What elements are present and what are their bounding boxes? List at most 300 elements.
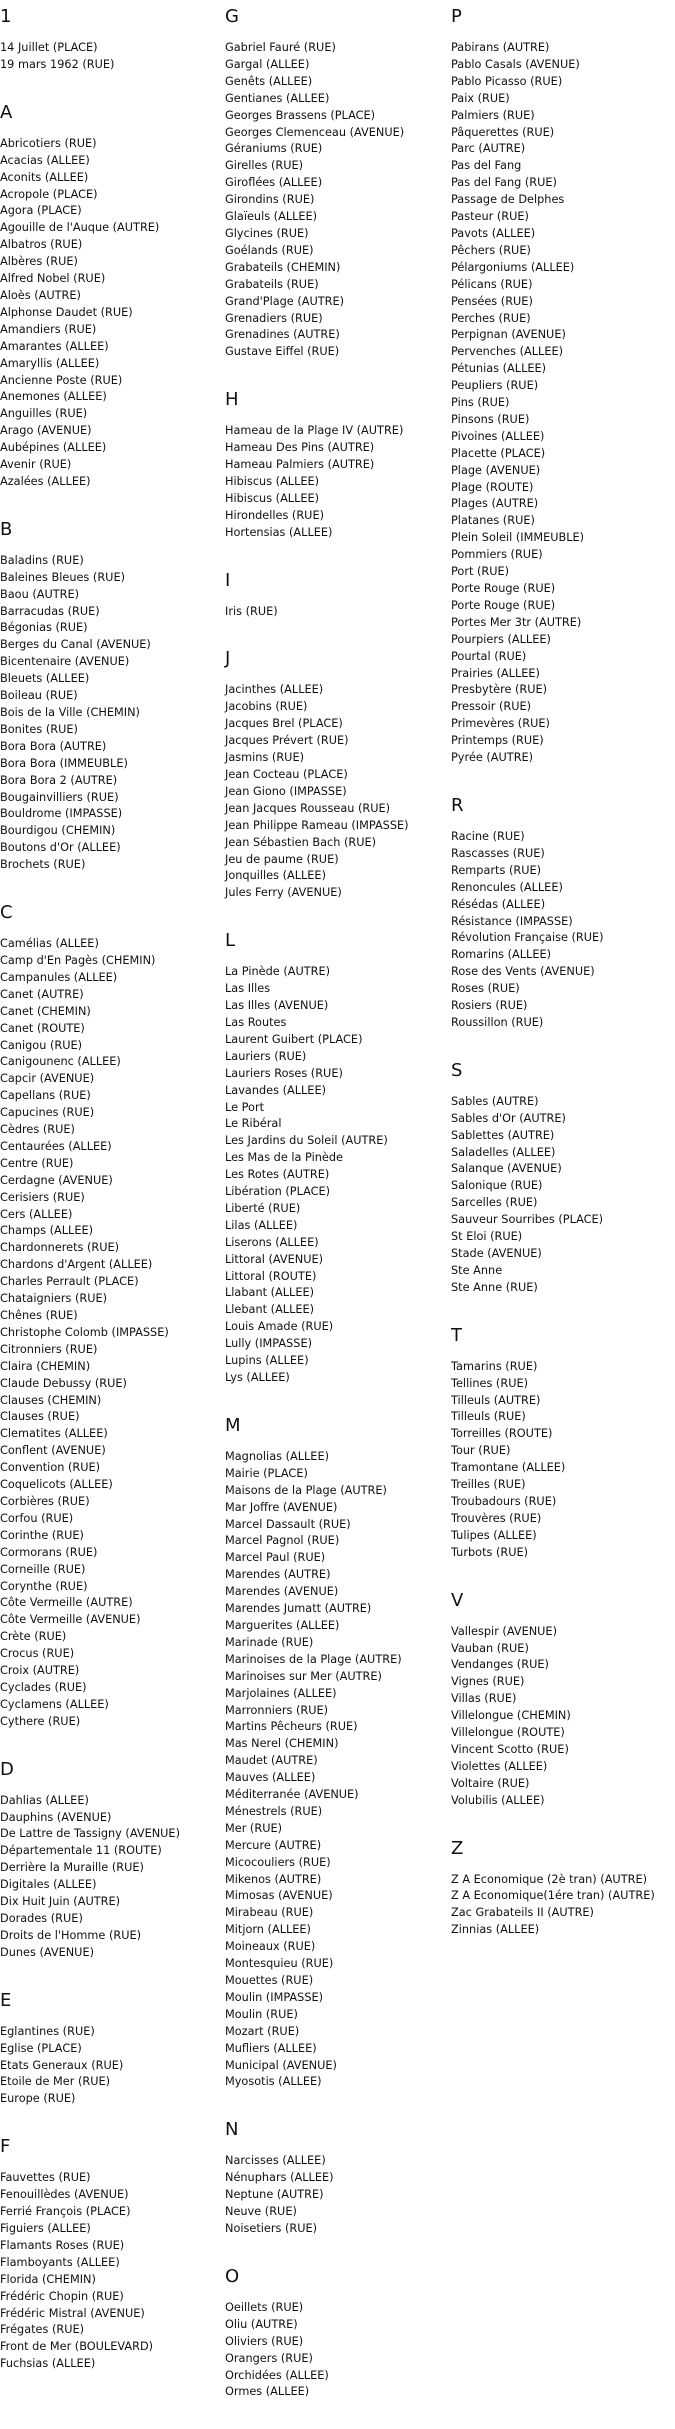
street-entry: Aloès (AUTRE) — [0, 288, 81, 302]
street-entry: Le Port — [225, 1100, 265, 1114]
street-entry: Hibiscus (ALLEE) — [225, 474, 320, 488]
street-entry: Vignes (RUE) — [451, 1675, 525, 1689]
street-entry: Tour (RUE) — [451, 1444, 511, 1458]
street-entry: Chardons d'Argent (ALLEE) — [0, 1258, 153, 1272]
street-entry: Grabateils (CHEMIN) — [225, 260, 341, 274]
street-entry: Figuiers (ALLEE) — [0, 2221, 91, 2235]
street-entry: Anemones (ALLEE) — [0, 390, 107, 404]
street-entry: Flamboyants (ALLEE) — [0, 2255, 120, 2269]
street-entry: Salonique (RUE) — [451, 1179, 543, 1193]
street-entry: Jules Ferry (AVENUE) — [225, 886, 342, 900]
street-entry: Capucines (RUE) — [0, 1106, 95, 1120]
street-entry: Parc (AUTRE) — [451, 142, 526, 156]
street-entry: Jonquilles (ALLEE) — [225, 869, 326, 883]
street-entry: Presbytère (RUE) — [451, 683, 548, 697]
column-2 — [225, 6, 447, 2429]
street-entry: Chataigniers (RUE) — [0, 1292, 108, 1306]
street-entry: Marguerites (ALLEE) — [225, 1618, 340, 1632]
street-entry: Platanes (RUE) — [451, 514, 535, 528]
street-entry: Ste Anne (RUE) — [451, 1280, 538, 1294]
street-entry: Georges Brassens (PLACE) — [225, 108, 376, 122]
street-entry: Frédéric Mistral (AVENUE) — [0, 2306, 145, 2320]
street-entry: Jean Giono (IMPASSE) — [225, 784, 347, 798]
street-entry: Primevères (RUE) — [451, 717, 550, 731]
street-entry: Claude Debussy (RUE) — [0, 1376, 127, 1390]
street-entry: Corfou (RUE) — [0, 1511, 74, 1525]
street-entry: Bégonias (RUE) — [0, 621, 88, 635]
street-entry: Dorades (RUE) — [0, 1912, 83, 1925]
street-entry: Stade (AVENUE) — [451, 1247, 542, 1260]
street-entry: Pablo Casals (AVENUE) — [451, 57, 580, 71]
street-entry: Dauphins (AVENUE) — [0, 1810, 112, 1824]
street-entry: Baladins (RUE) — [0, 553, 84, 567]
street-entry: Montesquieu (RUE) — [225, 1957, 334, 1971]
street-entry: Grenadines (AUTRE) — [225, 328, 340, 342]
street-entry: Bora Bora (AUTRE) — [0, 739, 107, 753]
street-entry: Pablo Picasso (RUE) — [451, 74, 563, 88]
street-entry: Maudet (AUTRE) — [225, 1754, 318, 1768]
section-letter-heading: H — [225, 389, 239, 411]
street-entry: Pivoines (ALLEE) — [451, 429, 545, 443]
street-entry: Moulin (IMPASSE) — [225, 1990, 324, 2004]
section-letter-heading: P — [451, 6, 462, 27]
street-entry: Lauriers (RUE) — [225, 1049, 307, 1063]
letter-section — [225, 648, 447, 902]
street-entry: Baleines Bleues (RUE) — [0, 570, 125, 584]
street-entry: Laurent Guibert (PLACE) — [225, 1032, 363, 1046]
section-letter-heading: Z — [451, 1837, 464, 1859]
street-entry: Plein Soleil (IMMEUBLE) — [451, 531, 585, 545]
street-entry: Méditerranée (AVENUE) — [225, 1788, 359, 1802]
section-letter-heading: R — [451, 794, 464, 816]
street-entry: Gustave Eiffel (RUE) — [225, 345, 340, 359]
street-entry: Hameau Des Pins (AUTRE) — [225, 441, 375, 455]
section-letter-heading: B — [0, 518, 13, 540]
section-letter-heading: M — [225, 1414, 241, 1436]
street-entry: Mauves (ALLEE) — [225, 1771, 316, 1785]
street-entry: Florida (CHEMIN) — [0, 2272, 96, 2286]
street-entry: Cers (ALLEE) — [0, 1207, 73, 1221]
street-entry: Pasteur (RUE) — [451, 210, 529, 224]
street-entry: Frégates (RUE) — [0, 2323, 85, 2337]
street-entry: Convention (RUE) — [0, 1461, 101, 1475]
street-entry: Grenadiers (RUE) — [225, 311, 323, 325]
street-entry: Vallespir (AVENUE) — [451, 1624, 557, 1638]
section-letter-heading: D — [0, 1758, 14, 1780]
street-entry: Lauriers Roses (RUE) — [225, 1066, 343, 1080]
street-entry: Girelles (RUE) — [225, 159, 304, 173]
street-entry: Liserons (ALLEE) — [225, 1235, 319, 1249]
street-entry: Placette (PLACE) — [451, 446, 546, 460]
street-entry: Citronniers (RUE) — [0, 1342, 98, 1356]
street-entry: Hameau de la Plage IV (AUTRE) — [225, 424, 404, 438]
street-entry: Tilleuls (AUTRE) — [451, 1393, 541, 1407]
street-entry: La Pinède (AUTRE) — [225, 965, 331, 979]
street-entry: Liberté (RUE) — [225, 1201, 301, 1215]
street-entry: Roses (RUE) — [451, 982, 520, 996]
section-letter-heading: S — [451, 1059, 463, 1081]
street-entry: Mufliers (ALLEE) — [225, 2041, 317, 2055]
street-entry: Europe (RUE) — [0, 2092, 76, 2106]
street-entry: Conflent (AVENUE) — [0, 1444, 106, 1458]
street-entry: Tilleuls (RUE) — [451, 1410, 526, 1424]
street-entry: Portes Mer 3tr (AUTRE) — [451, 615, 582, 629]
street-entry: Pavots (ALLEE) — [451, 226, 536, 240]
street-entry: Amandiers (RUE) — [0, 322, 97, 336]
street-entry: Sarcelles (RUE) — [451, 1196, 538, 1210]
street-entry: Chênes (RUE) — [0, 1309, 78, 1322]
street-entry: Capcir (AVENUE) — [0, 1072, 95, 1086]
section-letter-heading: F — [0, 2136, 11, 2158]
street-entry: Z A Economique (2è tran) (AUTRE) — [451, 1872, 647, 1886]
street-entry: Acropole (PLACE) — [0, 187, 98, 201]
street-entry: Pas del Fang — [451, 159, 522, 173]
street-entry: Anguilles (RUE) — [0, 407, 88, 421]
section-letter-heading: E — [0, 1989, 12, 2011]
letter-section — [451, 1838, 673, 1940]
street-entry: Etoile de Mer (RUE) — [0, 2075, 111, 2089]
street-entry: Front de Mer (BOULEVARD) — [0, 2340, 154, 2354]
street-entry: Racine (RUE) — [451, 829, 525, 843]
street-entry: Amaryllis (ALLEE) — [0, 356, 100, 370]
street-entry: Municipal (AVENUE) — [225, 2058, 337, 2072]
street-entry: Troubadours (RUE) — [451, 1494, 557, 1508]
street-entry: Hameau Palmiers (AUTRE) — [225, 458, 375, 472]
street-entry: Sables (AUTRE) — [451, 1094, 539, 1108]
street-entry: Jean Philippe Rameau (IMPASSE) — [225, 818, 409, 832]
street-entry: Les Rotes (AUTRE) — [225, 1168, 330, 1182]
letter-section — [0, 102, 222, 491]
street-entry: Résistance (IMPASSE) — [451, 914, 573, 928]
street-entry: Pressoir (RUE) — [451, 700, 532, 714]
street-entry: Jeu de paume (RUE) — [225, 852, 339, 866]
street-entry: Z A Economique(1ére tran) (AUTRE) — [451, 1889, 655, 1903]
street-entry: Ormes (ALLEE) — [225, 2385, 310, 2399]
street-entry: Palmiers (RUE) — [451, 108, 535, 122]
street-entry: Villas (RUE) — [451, 1692, 517, 1706]
street-entry: Lully (IMPASSE) — [225, 1337, 312, 1351]
street-entry: Marjolaines (ALLEE) — [225, 1686, 337, 1700]
street-entry: Lys (ALLEE) — [225, 1371, 290, 1384]
street-entry: Gentianes (ALLEE) — [225, 91, 330, 105]
street-entry: Clauses (CHEMIN) — [0, 1393, 102, 1407]
letter-section — [451, 1060, 673, 1297]
street-entry: Gabriel Fauré (RUE) — [225, 41, 336, 54]
street-entry: Le Ribéral — [225, 1117, 282, 1131]
letter-section — [451, 6, 673, 767]
street-entry: Rose des Vents (AVENUE) — [451, 965, 595, 979]
street-entry: Marinoises sur Mer (AUTRE) — [225, 1669, 382, 1683]
street-entry: Printemps (RUE) — [451, 734, 544, 748]
street-entry: Bouldrome (IMPASSE) — [0, 807, 123, 821]
street-entry: Ste Anne — [451, 1263, 503, 1277]
street-entry: Llabant (ALLEE) — [225, 1286, 315, 1300]
street-entry: Zac Grabateils II (AUTRE) — [451, 1906, 594, 1920]
street-entry: Aubépines (ALLEE) — [0, 441, 107, 455]
section-letter-heading: N — [225, 2119, 239, 2141]
street-entry: Mikenos (AUTRE) — [225, 1872, 322, 1886]
street-entry: Magnolias (ALLEE) — [225, 1449, 329, 1463]
section-letter-heading: I — [225, 569, 231, 591]
street-entry: Alphonse Daudet (RUE) — [0, 305, 133, 319]
letter-section — [225, 2266, 447, 2401]
street-entry: Champs (ALLEE) — [0, 1224, 94, 1238]
street-entry: Avenir (RUE) — [0, 458, 72, 472]
street-entry: Boileau (RUE) — [0, 689, 78, 703]
street-entry: Littoral (ROUTE) — [225, 1269, 317, 1283]
street-entry: Géraniums (RUE) — [225, 142, 323, 156]
street-entry: Amarantes (ALLEE) — [0, 339, 109, 353]
street-entry: Goélands (RUE) — [225, 243, 314, 257]
street-entry: Glycines (RUE) — [225, 226, 309, 240]
street-entry: Cerisiers (RUE) — [0, 1190, 85, 1204]
street-entry: Villelongue (ROUTE) — [451, 1726, 565, 1740]
letter-section — [451, 1590, 673, 1810]
street-entry: Remparts (RUE) — [451, 863, 542, 877]
street-entry: Prairies (ALLEE) — [451, 666, 540, 680]
section-letter-heading: O — [225, 2265, 240, 2287]
street-entry: Côte Vermeille (AVENUE) — [0, 1613, 141, 1627]
street-entry: Moulin (RUE) — [225, 2007, 298, 2021]
street-entry: Jacobins (RUE) — [225, 700, 308, 714]
street-entry: Eglantines (RUE) — [0, 2024, 95, 2038]
street-entry: Bougainvilliers (RUE) — [0, 790, 119, 804]
street-entry: Oliu (AUTRE) — [225, 2317, 298, 2331]
street-entry: Révolution Française (RUE) — [451, 931, 604, 945]
street-entry: Jasmins (RUE) — [225, 751, 304, 765]
street-entry: Cèdres (RUE) — [0, 1123, 75, 1137]
street-entry: Derrière la Muraille (RUE) — [0, 1861, 144, 1875]
street-entry: Saladelles (ALLEE) — [451, 1145, 556, 1159]
column-1 — [0, 6, 222, 2401]
street-entry: Pinsons (RUE) — [451, 412, 530, 426]
street-entry: Rosiers (RUE) — [451, 999, 528, 1013]
street-entry: Peupliers (RUE) — [451, 379, 539, 393]
street-entry: Vendanges (RUE) — [451, 1658, 549, 1672]
street-entry: Coquelicots (ALLEE) — [0, 1478, 113, 1492]
street-entry: Louis Amade (RUE) — [225, 1320, 334, 1334]
street-entry: Christophe Colomb (IMPASSE) — [0, 1325, 169, 1339]
street-entry: Neptune (AUTRE) — [225, 2188, 324, 2202]
street-entry: Chardonnerets (RUE) — [0, 1241, 120, 1255]
street-entry: Pélicans (RUE) — [451, 277, 533, 291]
street-entry: Iris (RUE) — [225, 604, 278, 618]
letter-section — [225, 1415, 447, 2091]
street-entry: De Lattre de Tassigny (AVENUE) — [0, 1827, 180, 1841]
street-entry: Hortensias (ALLEE) — [225, 525, 333, 539]
street-entry: Maisons de la Plage (AUTRE) — [225, 1483, 387, 1497]
street-entry: Lilas (ALLEE) — [225, 1218, 298, 1232]
letter-section — [225, 570, 447, 621]
street-entry: Albatros (RUE) — [0, 238, 83, 252]
street-entry: 14 Juillet (PLACE) — [0, 41, 98, 54]
street-entry: Torreilles (ROUTE) — [451, 1427, 553, 1441]
street-entry: Albères (RUE) — [0, 255, 78, 269]
street-entry: Cerdagne (AVENUE) — [0, 1173, 113, 1187]
street-entry: Capellans (RUE) — [0, 1089, 91, 1103]
street-entry: Marendes Jumatt (AUTRE) — [225, 1602, 372, 1616]
street-entry: Tulipes (ALLEE) — [451, 1528, 537, 1542]
street-entry: Sables d'Or (AUTRE) — [451, 1111, 566, 1125]
section-letter-heading: V — [451, 1589, 464, 1611]
letter-section — [0, 902, 222, 1731]
street-entry: Acacias (ALLEE) — [0, 153, 90, 167]
street-entry: Tramontane (ALLEE) — [451, 1461, 566, 1475]
street-entry: Pâquerettes (RUE) — [451, 125, 555, 139]
street-entry: Boutons d'Or (ALLEE) — [0, 841, 121, 855]
street-entry: Résédas (ALLEE) — [451, 897, 546, 911]
street-entry: Mas Nerel (CHEMIN) — [225, 1737, 339, 1751]
street-entry: Campanules (ALLEE) — [0, 970, 118, 984]
street-entry: Ancienne Poste (RUE) — [0, 373, 123, 387]
street-entry: Girondins (RUE) — [225, 193, 315, 207]
street-entry: Mitjorn (ALLEE) — [225, 1923, 311, 1937]
street-entry: Volubilis (ALLEE) — [451, 1793, 545, 1807]
street-entry: Cyclades (RUE) — [0, 1680, 87, 1694]
street-entry: Marcel Dassault (RUE) — [225, 1517, 351, 1531]
letter-section — [0, 1990, 222, 2109]
letter-section — [451, 795, 673, 1032]
street-entry: Croix (AUTRE) — [0, 1664, 80, 1678]
street-entry: Mozart (RUE) — [225, 2024, 300, 2038]
street-entry: Marinoises de la Plage (AUTRE) — [225, 1652, 402, 1666]
street-entry: Orangers (RUE) — [225, 2351, 313, 2365]
street-entry: Ferrié François (PLACE) — [0, 2205, 131, 2219]
street-entry: Georges Clemenceau (AVENUE) — [225, 125, 405, 139]
street-entry: Porte Rouge (RUE) — [451, 582, 556, 595]
street-entry: Corbières (RUE) — [0, 1494, 90, 1508]
street-entry: Grand'Plage (AUTRE) — [225, 294, 345, 308]
street-entry: Berges du Canal (AVENUE) — [0, 638, 151, 652]
street-entry: Rascasses (RUE) — [451, 846, 545, 860]
street-entry: Neuve (RUE) — [225, 2205, 297, 2219]
street-entry: 19 mars 1962 (RUE) — [0, 57, 115, 71]
street-entry: Pourtal (RUE) — [451, 649, 527, 663]
street-entry: Baou (AUTRE) — [0, 587, 80, 601]
street-entry: Turbots (RUE) — [451, 1545, 529, 1559]
street-entry: Canet (ROUTE) — [0, 1021, 85, 1035]
street-entry: Noisetiers (RUE) — [225, 2221, 318, 2235]
street-entry: Agouille de l'Auque (AUTRE) — [0, 221, 160, 235]
street-entry: Pélargoniums (ALLEE) — [451, 260, 575, 274]
street-entry: Lupins (ALLEE) — [225, 1354, 309, 1368]
street-entry: Agora (PLACE) — [0, 204, 82, 218]
section-letter-heading: L — [225, 930, 236, 952]
letter-section — [451, 1325, 673, 1562]
section-letter-heading: T — [451, 1324, 462, 1346]
street-entry: Porte Rouge (RUE) — [451, 598, 556, 612]
street-entry: Jacinthes (ALLEE) — [225, 683, 324, 697]
street-entry: Abricotiers (RUE) — [0, 136, 97, 150]
street-entry: Droits de l'Homme (RUE) — [0, 1928, 142, 1942]
street-entry: Eglise (PLACE) — [0, 2041, 82, 2055]
street-entry: Roussillon (RUE) — [451, 1015, 544, 1029]
section-letter-heading: A — [0, 101, 13, 123]
street-entry: Llebant (ALLEE) — [225, 1303, 315, 1317]
street-entry: Paix (RUE) — [451, 91, 510, 105]
street-entry: Nénuphars (ALLEE) — [225, 2171, 334, 2185]
letter-section — [225, 930, 447, 1387]
letter-section — [225, 2119, 447, 2238]
letter-section — [0, 519, 222, 874]
letter-section — [225, 389, 447, 541]
street-entry: Bonites (RUE) — [0, 722, 78, 736]
street-entry: Les Mas de la Pinède — [225, 1151, 343, 1165]
street-entry: Vauban (RUE) — [451, 1641, 529, 1655]
street-entry: Pensées (RUE) — [451, 294, 533, 308]
street-entry: Genêts (ALLEE) — [225, 74, 313, 88]
street-entry: Alfred Nobel (RUE) — [0, 272, 106, 286]
street-entry: Mercure (AUTRE) — [225, 1838, 322, 1852]
street-entry: Marendes (AVENUE) — [225, 1585, 339, 1599]
street-entry: Bois de la Ville (CHEMIN) — [0, 706, 140, 719]
street-entry: Myosotis (ALLEE) — [225, 2075, 322, 2089]
street-entry: Bourdigou (CHEMIN) — [0, 824, 116, 838]
street-entry: Mouettes (RUE) — [225, 1974, 314, 1987]
street-entry: Clauses (RUE) — [0, 1410, 80, 1424]
street-entry: Bleuets (ALLEE) — [0, 672, 90, 686]
street-entry: Hirondelles (RUE) — [225, 508, 324, 522]
street-entry: Pins (RUE) — [451, 396, 510, 410]
street-entry: Frédéric Chopin (RUE) — [0, 2289, 124, 2303]
street-entry: Bora Bora (IMMEUBLE) — [0, 756, 128, 770]
street-entry: Centre (RUE) — [0, 1156, 74, 1170]
street-entry: Mer (RUE) — [225, 1821, 283, 1835]
street-entry: Corneille (RUE) — [0, 1562, 86, 1576]
street-entry: Fauvettes (RUE) — [0, 2171, 91, 2185]
street-entry: Marinade (RUE) — [225, 1635, 314, 1649]
street-entry: Pervenches (ALLEE) — [451, 345, 564, 359]
street-entry: Sauveur Sourribes (PLACE) — [451, 1213, 604, 1227]
street-entry: Salanque (AVENUE) — [451, 1162, 562, 1176]
street-entry: Brochets (RUE) — [0, 858, 86, 872]
street-entry: Tamarins (RUE) — [451, 1359, 538, 1373]
street-entry: Villelongue (CHEMIN) — [451, 1709, 571, 1723]
street-entry: Pabirans (AUTRE) — [451, 41, 550, 54]
letter-section — [0, 6, 222, 74]
street-entry: Mimosas (AVENUE) — [225, 1889, 333, 1903]
street-entry: Canigou (RUE) — [0, 1038, 83, 1052]
street-entry: Bora Bora 2 (AUTRE) — [0, 773, 118, 787]
street-entry: Orchidées (ALLEE) — [225, 2368, 329, 2382]
street-entry: Plages (AUTRE) — [451, 497, 539, 511]
street-entry: Crocus (RUE) — [0, 1647, 75, 1661]
street-entry: Mar Joffre (AVENUE) — [225, 1500, 338, 1514]
street-entry: Perches (RUE) — [451, 311, 531, 325]
street-entry: Marcel Paul (RUE) — [225, 1551, 326, 1565]
street-entry: Glaïeuls (ALLEE) — [225, 210, 318, 224]
street-entry: Pétunias (ALLEE) — [451, 362, 547, 376]
letter-section — [225, 6, 447, 361]
street-entry: Hibiscus (ALLEE) — [225, 491, 320, 505]
street-entry: Pyrée (AUTRE) — [451, 751, 534, 765]
street-entry: Marcel Pagnol (RUE) — [225, 1534, 340, 1548]
street-entry: Jacques Prévert (RUE) — [225, 734, 349, 748]
street-entry: Charles Perrault (PLACE) — [0, 1275, 139, 1289]
street-entry: Jacques Brel (PLACE) — [225, 717, 343, 731]
street-entry: Las Illes (AVENUE) — [225, 999, 329, 1013]
letter-section — [0, 1759, 222, 1962]
street-entry: Les Jardins du Soleil (AUTRE) — [225, 1134, 388, 1148]
street-entry: Etats Generaux (RUE) — [0, 2058, 124, 2072]
street-entry: Dunes (AVENUE) — [0, 1945, 94, 1959]
street-entry: Oliviers (RUE) — [225, 2334, 304, 2348]
street-entry: Pas del Fang (RUE) — [451, 176, 557, 190]
street-entry: Camp d'En Pagès (CHEMIN) — [0, 953, 156, 967]
street-entry: Libération (PLACE) — [225, 1185, 331, 1199]
street-entry: Cyclamens (ALLEE) — [0, 1697, 109, 1711]
street-entry: Jean Jacques Rousseau (RUE) — [225, 801, 391, 815]
